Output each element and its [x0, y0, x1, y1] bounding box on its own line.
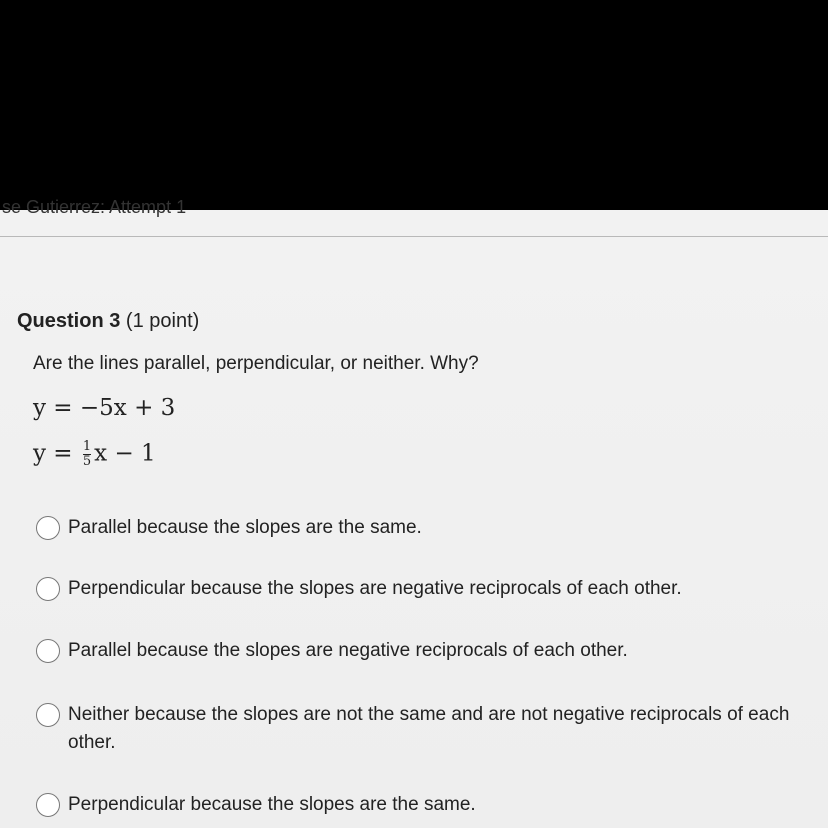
fraction-numerator: 1	[82, 439, 92, 454]
fraction-denominator: 5	[82, 454, 92, 469]
question-heading	[17, 310, 199, 333]
equation-1: y = −5x + 3	[33, 395, 176, 421]
question-number: Question 3	[17, 310, 121, 332]
question-points: (1 point)	[125, 310, 200, 332]
option-label[interactable]: Perpendicular because the slopes are negative reciprocals of each other.	[68, 578, 682, 599]
equation-2	[33, 440, 156, 469]
answer-option-5[interactable]	[36, 793, 816, 819]
option-label[interactable]: Parallel because the slopes are the same.	[68, 517, 422, 538]
radio-button[interactable]	[36, 639, 60, 663]
header-divider	[0, 236, 828, 237]
quiz-screen	[0, 197, 828, 828]
option-label[interactable]: Neither because the slopes are not the same and are not negative reciprocals of each other.	[68, 704, 790, 753]
radio-button[interactable]	[36, 516, 60, 540]
option-label[interactable]: Perpendicular because the slopes are the same.	[68, 794, 476, 815]
answer-option-3[interactable]	[36, 639, 816, 665]
radio-button[interactable]	[36, 793, 60, 817]
equation-2-prefix: y =	[33, 440, 80, 467]
answer-option-2[interactable]	[36, 577, 816, 603]
option-label[interactable]: Parallel because the slopes are negative reciprocals of each other.	[68, 640, 628, 661]
question-prompt: Are the lines parallel, perpendicular, or neither. Why?	[33, 353, 479, 374]
radio-button[interactable]	[36, 703, 60, 727]
fraction	[83, 440, 91, 469]
answer-option-1[interactable]	[36, 516, 816, 542]
attempt-header	[0, 197, 828, 238]
answer-option-4[interactable]	[36, 703, 816, 757]
equation-2-suffix: x − 1	[94, 440, 156, 467]
attempt-title: se Gutierrez: Attempt 1	[2, 197, 187, 217]
radio-button[interactable]	[36, 577, 60, 601]
